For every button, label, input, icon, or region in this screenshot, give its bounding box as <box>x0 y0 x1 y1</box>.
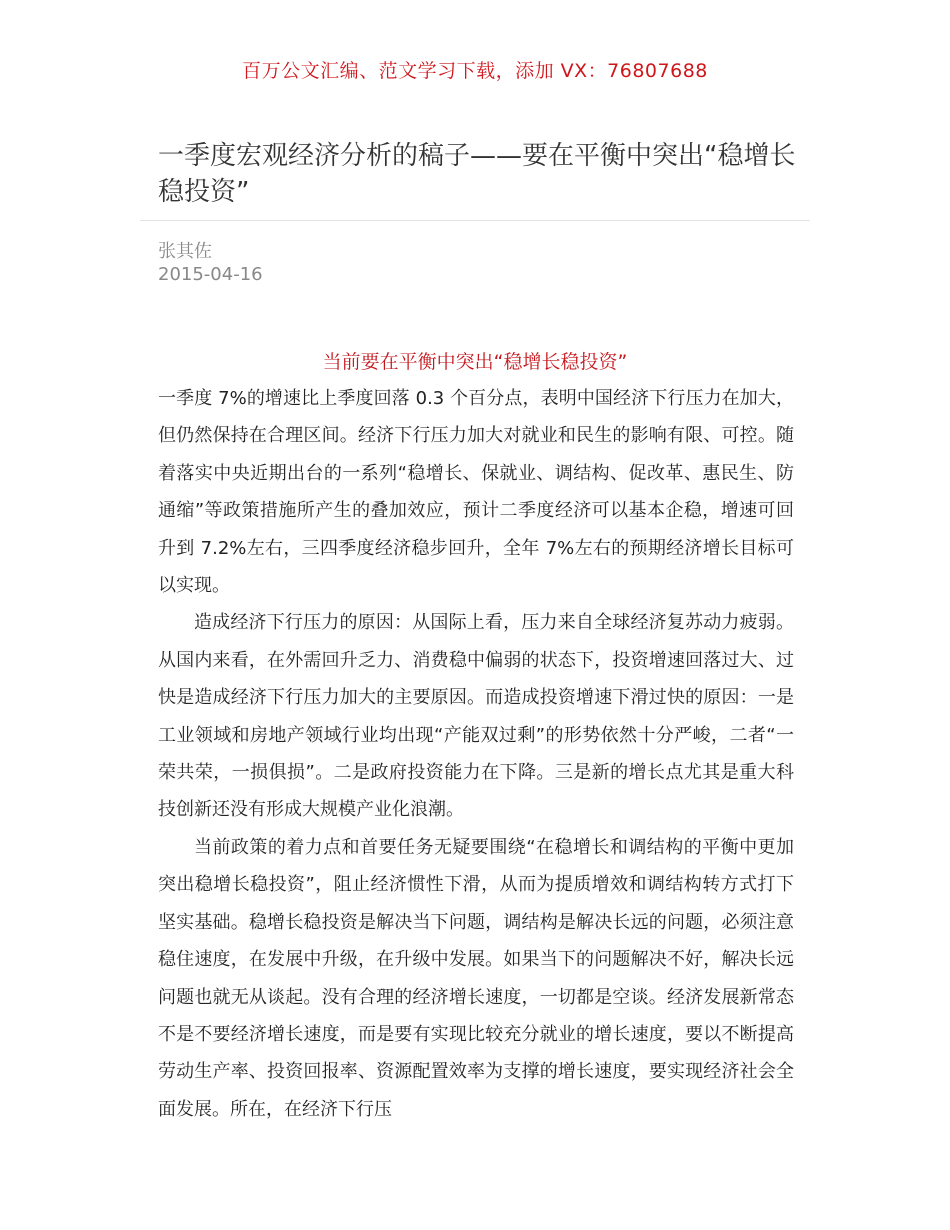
title-divider <box>140 220 810 221</box>
author-name: 张其佐 <box>158 241 212 262</box>
paragraph-3: 当前政策的着力点和首要任务无疑要围绕“在稳增长和调结构的平衡中更加突出稳增长稳投资”，阻止经济惯性下滑，从而为提质增效和调结构转方式打下坚实基础。稳增长稳投资是解决当下问题，调结构是解决长远的问题，必须注意稳住速度，在发展中升级，在升级中发展。如果当下的问题解决不好，解决长远问题也就无从谈起。没有合理的经济增长速度，一切都是空谈。经济发展新常态不是不要经济增长速度，而是要有实现比较充分就业的增长速度，要以不断提高劳动生产率、投资回报率、资源配置效率为支撑的增长速度，要实现经济社会全面发展。所在，在经济下行压 <box>158 836 794 1120</box>
promo-banner: 百万公文汇编、范文学习下载，添加 VX：76807688 <box>242 60 708 82</box>
article-body <box>158 380 794 1128</box>
section-heading: 当前要在平衡中突出“稳增长稳投资” <box>322 351 628 373</box>
paragraph-1: 一季度 7%的增速比上季度回落 0.3 个百分点，表明中国经济下行压力在加大，但仍然保持在合理区间。经济下行压力加大对就业和民生的影响有限、可控。随着落实中央近期出台的一系列“稳增长、保就业、调结构、促改革、惠民生、防通缩”等政策措施所产生的叠加效应，预计二季度经济可以基本企稳，增速可回升到 7.2%左右，三四季度经济稳步回升，全年 7%左右的预期经济增长目标可以实现。 <box>158 388 794 597</box>
article-title: 一季度宏观经济分析的稿子——要在平衡中突出“稳增长稳投资” <box>158 141 796 207</box>
paragraph-2: 造成经济下行压力的原因：从国际上看，压力来自全球经济复苏动力疲弱。从国内来看，在外需回升乏力、消费稳中偏弱的状态下，投资增速回落过大、过快是造成经济下行压力加大的主要原因。而造成投资增速下滑过快的原因：一是工业领域和房地产领域行业均出现“产能双过剩”的形势依然十分严峻，二者“一荣共荣，一损俱损”。二是政府投资能力在下降。三是新的增长点尤其是重大科技创新还没有形成大规模产业化浪潮。 <box>158 612 794 821</box>
article-meta <box>158 240 263 286</box>
publish-date: 2015-04-16 <box>158 264 263 285</box>
